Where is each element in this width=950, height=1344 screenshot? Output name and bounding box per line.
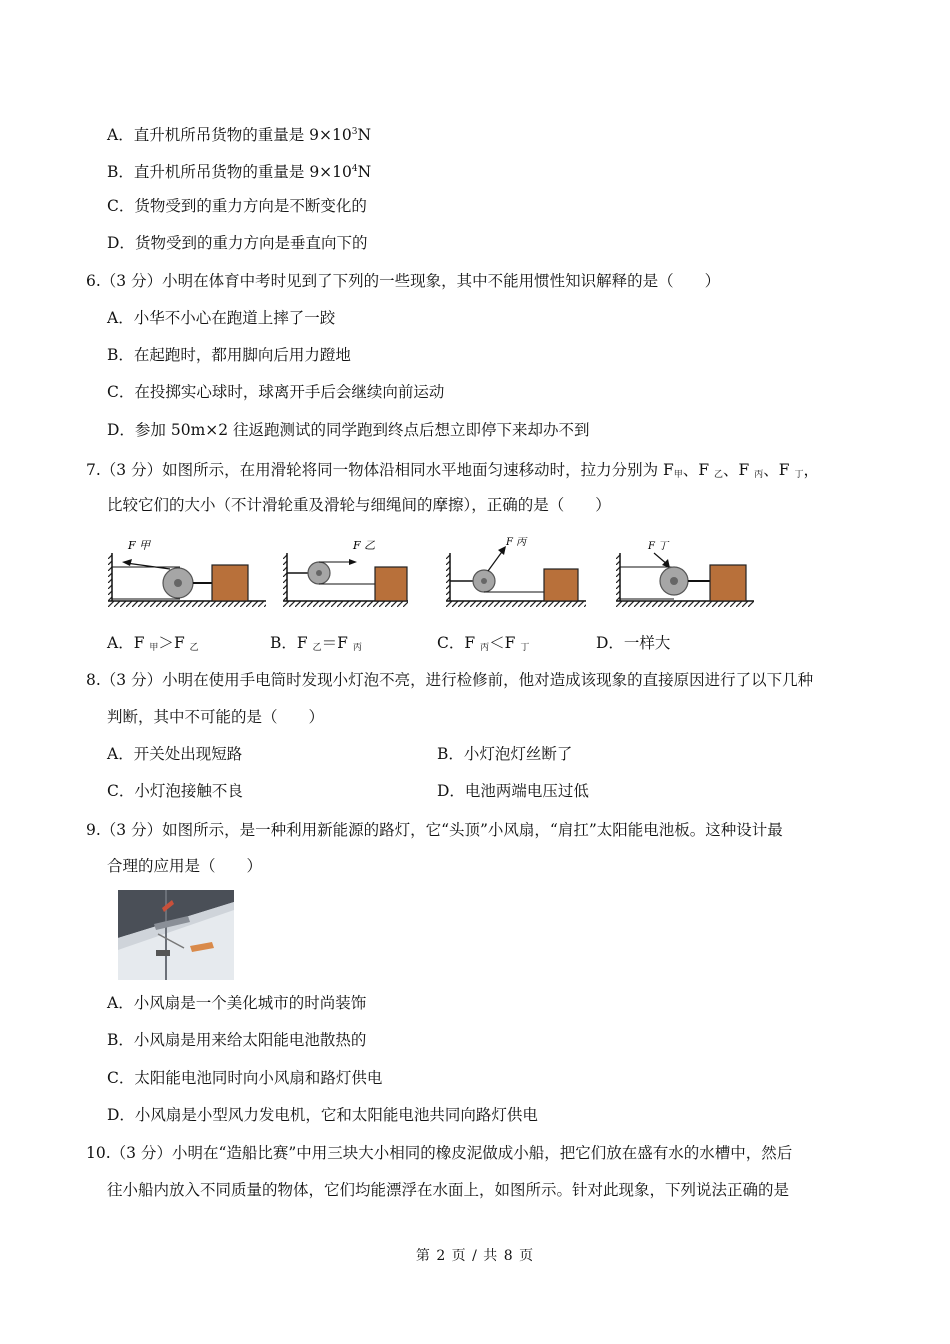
q8-option-c: C．小灯泡接触不良 bbox=[107, 782, 243, 800]
q9-option-a: A．小风扇是一个美化城市的时尚装饰 bbox=[107, 994, 367, 1012]
q9-option-c: C．太阳能电池同时向小风扇和路灯供电 bbox=[107, 1069, 383, 1087]
q7-figure-yi bbox=[283, 539, 408, 607]
block-icon bbox=[375, 567, 407, 601]
q10-stem-line2: 往小船内放入不同质量的物体，它们均能漂浮在水面上，如图所示。针对此现象，下列说法正确的是 bbox=[107, 1181, 790, 1199]
block-icon bbox=[544, 569, 578, 601]
q5-option-a: A．直升机所吊货物的重量是 $9\times 10^3N$ bbox=[107, 126, 371, 144]
q7-pulley-figures bbox=[108, 535, 758, 610]
q7-fig-label-ding: F 丁 bbox=[648, 541, 669, 552]
q9-stem-line2: 合理的应用是（ ） bbox=[107, 857, 263, 875]
q10-stem-line1: 10.（3 分）小明在“造船比赛”中用三块大小相同的橡皮泥做成小船，把它们放在盛有水的水槽中，然后 bbox=[86, 1144, 793, 1162]
q7-figure-ding bbox=[616, 541, 754, 607]
q7-fig-label-jia: F 甲 bbox=[128, 539, 151, 552]
q8-stem-line1: 8.（3 分）小明在使用手电筒时发现小灯泡不亮，进行检修前，他对造成该现象的直接原因进行了以下几种 bbox=[86, 671, 814, 689]
q7-figure-jia bbox=[108, 539, 266, 607]
q6-option-a: A．小华不小心在跑道上摔了一跤 bbox=[107, 309, 336, 327]
q7-option-c: C．F $_丙$＜F $_丁$ bbox=[437, 634, 530, 653]
q8-stem-line2: 判断，其中不可能的是（ ） bbox=[107, 708, 325, 726]
block-icon bbox=[710, 565, 746, 601]
q7-fig-label-bing: F 丙 bbox=[506, 537, 527, 548]
q5-option-c: C．货物受到的重力方向是不断变化的 bbox=[107, 197, 367, 215]
page-footer: 第 2 页 / 共 8 页 bbox=[415, 1248, 535, 1264]
q9-stem-line1: 9.（3 分）如图所示，是一种利用新能源的路灯，它“头顶”小风扇，“肩扛”太阳能电池板。这种设计最 bbox=[86, 821, 783, 839]
q6-option-d: D．参加 50m×2 往返跑测试的同学跑到终点后想立即停下来却办不到 bbox=[107, 421, 590, 439]
q5-option-d: D．货物受到的重力方向是垂直向下的 bbox=[107, 234, 368, 252]
q9-option-b: B．小风扇是用来给太阳能电池散热的 bbox=[107, 1031, 367, 1049]
q7-stem-line1: 7.（3 分）如图所示，在用滑轮将同一物体沿相同水平地面匀速移动时，拉力分别为 $F_甲$、F $_乙$、F $_丙$、F $_丁$， bbox=[86, 461, 820, 480]
q6-option-c: C．在投掷实心球时，球离开手后会继续向前运动 bbox=[107, 383, 445, 401]
q7-option-b: B．F $_乙$＝F $_丙$ bbox=[270, 634, 362, 653]
q9-streetlight-photo bbox=[118, 890, 234, 980]
q8-option-b: B．小灯泡灯丝断了 bbox=[437, 745, 573, 763]
q9-option-d: D．小风扇是小型风力发电机，它和太阳能电池共同向路灯供电 bbox=[107, 1106, 538, 1124]
q7-stem-line2: 比较它们的大小（不计滑轮重及滑轮与细绳间的摩擦），正确的是（ ） bbox=[107, 496, 611, 514]
block-icon bbox=[212, 565, 248, 601]
q5-option-b: B．直升机所吊货物的重量是 $9\times 10^4N$ bbox=[107, 163, 372, 181]
q6-stem: 6.（3 分）小明在体育中考时见到了下列的一些现象，其中不能用惯性知识解释的是（ ） bbox=[86, 272, 721, 290]
q7-option-d: D．一样大 bbox=[596, 634, 671, 652]
q8-option-a: A．开关处出现短路 bbox=[107, 745, 243, 763]
q7-fig-label-yi: F 乙 bbox=[353, 539, 376, 552]
q8-option-d: D．电池两端电压过低 bbox=[437, 782, 589, 800]
q7-option-a: A．F $_甲$＞F $_乙$ bbox=[107, 634, 199, 653]
q6-option-b: B．在起跑时，都用脚向后用力蹬地 bbox=[107, 346, 351, 364]
q7-figure-bing bbox=[446, 536, 586, 607]
